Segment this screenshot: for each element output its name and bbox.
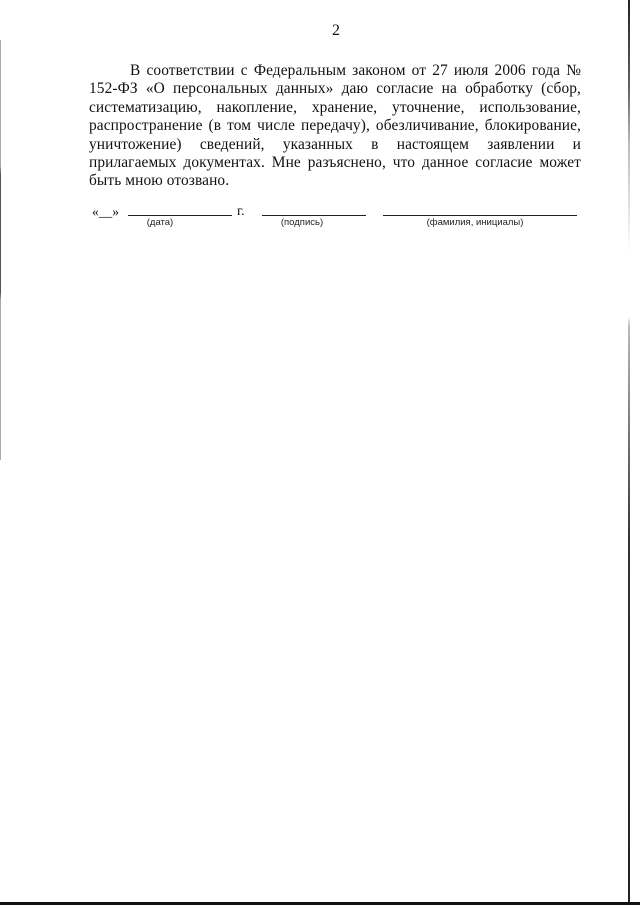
signature-label: (подпись) (280, 217, 324, 228)
page-edge-right (628, 0, 630, 905)
signature-field-line (262, 215, 366, 216)
consent-paragraph: В соответствии с Федеральным законом от 27 июля 2006 года № 152-ФЗ «О персональных данных» даю согласие на обработку (сбор, систематизацию, накопление, хранение, уточнение, использование, распространение (в том числе передачу), обезличивание, блокирование, уничтожение) сведений, указанных в настоящем заявлении и прилагаемых документах. Мне разъяснено, что данное согласие может быть мною отозвано. (89, 62, 581, 190)
date-label: (дата) (146, 217, 174, 228)
year-suffix: г. (237, 204, 245, 219)
name-field-line (383, 215, 577, 216)
page-number: 2 (332, 22, 340, 39)
date-field-line (128, 215, 232, 216)
day-placeholder: «__» (92, 204, 119, 219)
page-edge-left (0, 40, 1, 460)
signature-block (0, 204, 640, 234)
name-label: (фамилия, инициалы) (426, 217, 524, 228)
